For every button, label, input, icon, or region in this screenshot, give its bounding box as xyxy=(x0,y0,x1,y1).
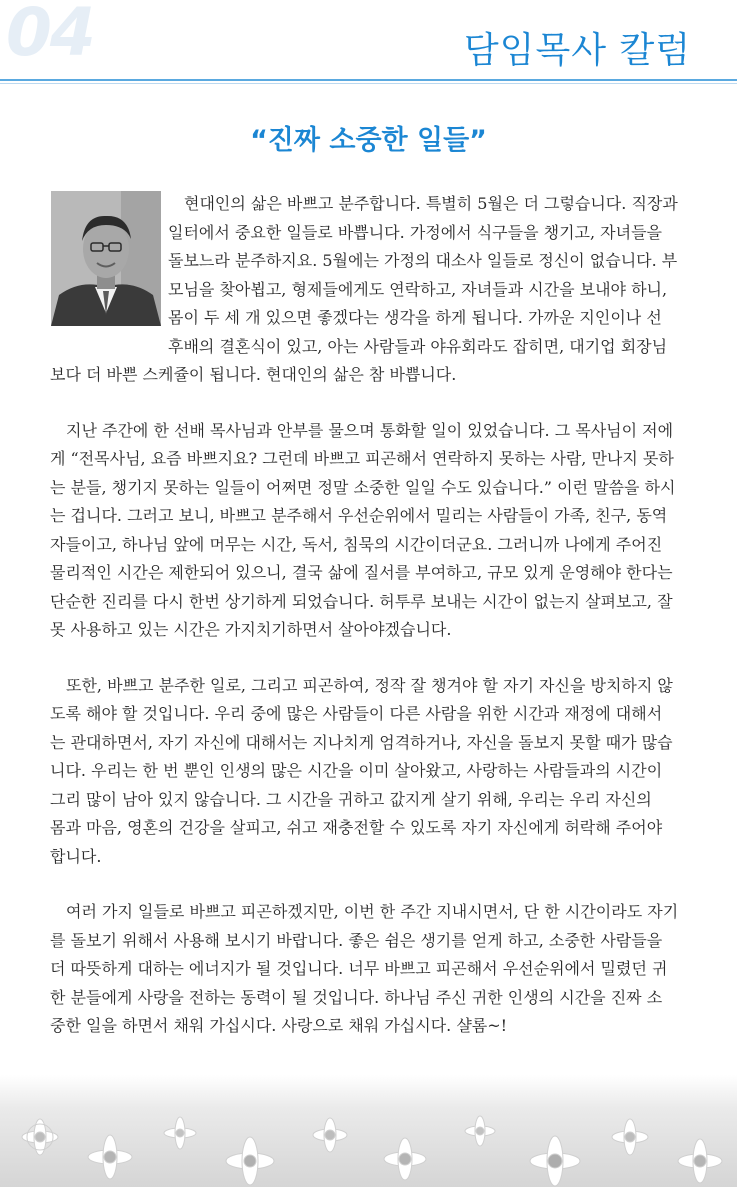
section-number: 04 xyxy=(6,0,94,71)
text-line: 중한 일을 하면서 채워 가십시다. 사랑으로 채워 가십시다. 샬롬~! xyxy=(50,1016,508,1035)
article-title: “진짜 소중한 일들” xyxy=(250,125,487,156)
text-line: 현대인의 삶은 바쁘고 분주합니다. 특별히 5월은 더 그렇습니다. 직장과 xyxy=(184,194,678,213)
text-line: 자들이고, 하나님 앞에 머무는 시간, 독서, 침묵의 시간이더군요. 그러니까 나에게 주어진 xyxy=(50,534,663,554)
text-line: 더 따뜻하게 대하는 에너지가 될 것입니다. 너무 바쁘고 피곤해서 우선순위에서 밀렸던 귀 xyxy=(50,959,668,978)
text-line: 여러 가지 일들로 바쁘고 피곤하겠지만, 이번 한 주간 지내시면서, 단 한 시간이라도 자기 xyxy=(66,902,679,921)
text-line: 합니다. xyxy=(50,846,102,866)
text-line: 일터에서 중요한 일들로 바쁩니다. 가정에서 식구들을 챙기고, 자녀들을 xyxy=(168,222,662,242)
paragraph-1 xyxy=(50,190,690,390)
text-line: 못 사용하고 있는 시간은 가지치기하면서 살아야겠습니다. xyxy=(50,620,452,639)
text-line: 는 겁니다. 그러고 보니, 바쁘고 분주해서 우선순위에서 밀리는 사람들이 가족, 친구, 동역 xyxy=(50,506,668,525)
text-line: 보다 더 바쁜 스케쥴이 됩니다. 현대인의 삶은 참 바쁩니다. xyxy=(50,365,457,384)
article-body xyxy=(50,190,690,1068)
text-line: 단순한 진리를 다시 한번 상기하게 되었습니다. 허투루 보내는 시간이 없는지 살펴보고, 잘 xyxy=(50,591,673,611)
text-line: 한 분들에게 사랑을 전하는 동력이 될 것입니다. 하나님 주신 귀한 인생의 시간을 진짜 소 xyxy=(50,987,663,1007)
paragraph-3 xyxy=(50,672,690,872)
text-line: 물리적인 시간은 제한되어 있으니, 결국 삶에 질서를 부여하고, 규모 있게 운영해야 한다는 xyxy=(50,563,673,582)
text-line: 몸이 두 세 개 있으면 좋겠다는 생각을 하게 됩니다. 가까운 지인이나 선 xyxy=(168,308,662,327)
section-title: 담임목사 칼럼 xyxy=(463,30,691,71)
text-line: 게 “전목사님, 요즘 바쁘지요? 그런데 바쁘고 피곤해서 연락하지 못하는 사람, 만나지 못하 xyxy=(50,449,674,468)
paragraph-4 xyxy=(50,898,690,1041)
text-line: 모님을 찾아뵙고, 형제들에게도 연락하고, 자녀들과 시간을 보내야 하니, xyxy=(168,279,668,299)
text-line: 니다. 우리는 한 번 뿐인 인생의 많은 시간을 이미 살아왔고, 사랑하는 사람들과의 시간이 xyxy=(50,761,663,780)
text-line: 돌보느라 분주하지요. 5월에는 가정의 대소사 일들로 정신이 없습니다. 부 xyxy=(168,251,678,270)
text-line: 는 관대하면서, 자기 자신에 대해서는 지나치게 엄격하거나, 자신을 돌보지 못할 때가 많습 xyxy=(50,732,673,752)
header-divider-thin xyxy=(0,83,737,84)
text-line: 그리 많이 남아 있지 않습니다. 그 시간을 귀하고 값지게 살기 위해, 우리는 우리 자신의 xyxy=(50,789,652,809)
paragraph-2 xyxy=(50,417,690,645)
header-divider xyxy=(0,79,737,81)
text-line: 는 분들, 챙기지 못하는 일들이 어쩌면 정말 소중한 일일 수도 있습니다.” 이런 말씀을 하시 xyxy=(50,477,676,497)
text-line: 지난 주간에 한 선배 목사님과 안부를 물으며 통화할 일이 있었습니다. 그 목사님이 저에 xyxy=(66,420,674,440)
text-line: 또한, 바쁘고 분주한 일로, 그리고 피곤하여, 정작 잘 챙겨야 할 자기 자신을 방치하지 않 xyxy=(66,675,673,695)
text-line: 후배의 결혼식이 있고, 아는 사람들과 야유회라도 잡히면, 대기업 회장님 xyxy=(168,336,668,356)
text-line: 도록 해야 할 것입니다. 우리 중에 많은 사람들이 다른 사람을 위한 시간과 재정에 대해서 xyxy=(50,704,663,723)
flower-decoration xyxy=(0,1075,737,1187)
text-line: 몸과 마음, 영혼의 건강을 살피고, 쉬고 재충전할 수 있도록 자기 자신에게 허락해 주어야 xyxy=(50,818,663,837)
text-line: 를 돌보기 위해서 사용해 보시기 바랍니다. 좋은 쉼은 생기를 얻게 하고, 소중한 사람들을 xyxy=(50,930,663,950)
